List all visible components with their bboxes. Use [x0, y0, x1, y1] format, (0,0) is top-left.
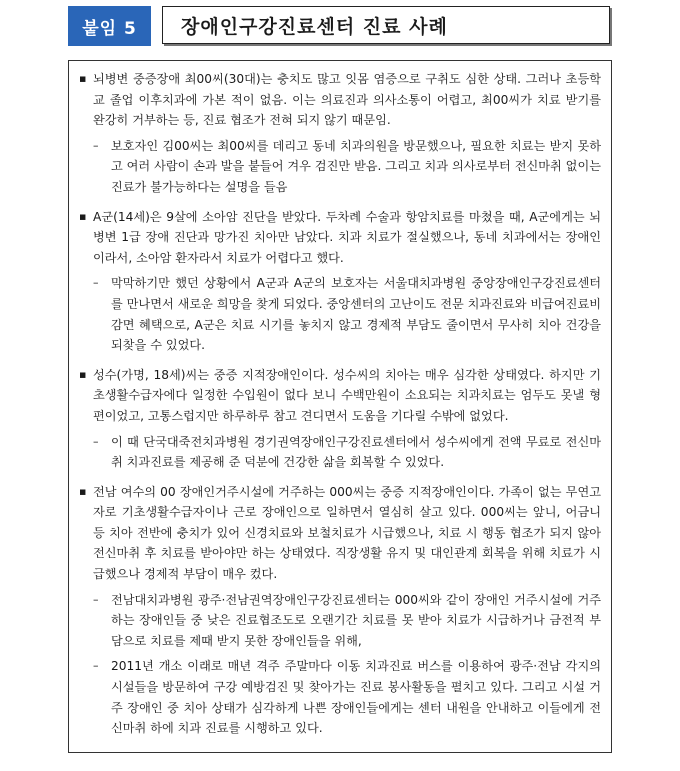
case-item — [79, 69, 601, 198]
case-detail: – 보호자인 김00씨는 최00씨를 데리고 동네 치과의원을 방문했으나, 필요한 치료는 받지 못하고 여러 사람이 손과 발을 붙들어 겨우 검진만 받음. 그리고 치과 의사로부터 전신마취 없이는 진료가 불가능하다는 설명을 들음 — [79, 136, 601, 198]
case-item — [79, 365, 601, 473]
bullet-icon: ▪ — [79, 367, 87, 381]
bullet-icon: ▪ — [79, 484, 87, 498]
bullet-icon: ▪ — [79, 209, 87, 223]
title-box — [162, 6, 610, 44]
bullet-icon: ▪ — [79, 72, 87, 85]
case-detail: – 전남대치과병원 광주·전남권역장애인구강진료센터는 000씨와 같이 장애인 거주시설에 거주하는 장애인들 중 낮은 진료협조도로 오랜기간 치료를 못 받아 치료가 시급하거나 금전적 부담으로 치료를 제때 받지 못한 장애인들을 위해, — [79, 590, 601, 652]
case-detail: – 이 때 단국대죽전치과병원 경기권역장애인구강진료센터에서 성수씨에게 전액 무료로 전신마취 치과진료를 제공해 준 덕분에 건강한 삶을 회복할 수 있었다. — [79, 432, 601, 473]
case-item — [79, 482, 601, 739]
dash-icon: – — [93, 276, 99, 290]
dash-icon: – — [93, 434, 99, 448]
case-description: ▪ 뇌병변 중증장애 최00씨(30대)는 충치도 많고 잇몸 염증으로 구취도 심한 상태. 그러나 초등학교 졸업 이후치과에 가본 적이 없음. 이는 의료진과 의사소통이 어렵고, 최00씨가 치료 받기를 완강히 거부하는 등, 진료 협조가 전혀 되지 않기 때문임. — [79, 69, 601, 131]
case-description: ▪ A군(14세)은 9살에 소아암 진단을 받았다. 두차례 수술과 항암치료를 마쳤을 때, A군에게는 뇌병변 1급 장애 진단과 망가진 치아만 남았다. 치과 치료가 절실했으나, 동네 치과에서는 장애인이라서, 소아암 환자라서 치료가 어렵다고 했다. — [79, 207, 601, 269]
case-detail: – 2011년 개소 이래로 매년 격주 주말마다 이동 치과진료 버스를 이용하여 광주·전남 각지의 시설들을 방문하여 구강 예방검진 및 찾아가는 진료 봉사활동을 펼치고 있다. 그리고 시설 거주 장애인 중 치아 상태가 심각하게 나쁜 장애인들에게는 센터 내원을 안내하고 이들에게 전신마취 하에 치과 진료를 시행하고 있다. — [79, 656, 601, 738]
case-description: ▪ 성수(가명, 18세)씨는 중증 지적장애인이다. 성수씨의 치아는 매우 심각한 상태였다. 하지만 기초생활수급자에다 일정한 수입원이 없다 보니 수백만원이 소요되는 치과치료는 엄두도 못낼 형편이었고, 고통스럽지만 하루하루 참고 견디면서 도움을 기다릴 수밖에 없었다. — [79, 365, 601, 427]
dash-icon: – — [93, 592, 99, 606]
document-header — [68, 6, 612, 46]
dash-icon: – — [93, 138, 99, 152]
dash-icon: – — [93, 659, 99, 673]
case-detail: – 막막하기만 했던 상황에서 A군과 A군의 보호자는 서울대치과병원 중앙장애인구강진료센터를 만나면서 새로운 희망을 찾게 되었다. 중앙센터의 고난이도 전문 치과진료와 비급여진료비 감면 혜택으로, A군은 치료 시기를 놓치지 않고 경제적 부담도 줄이면서 무사히 치아 건강을 되찾을 수 있었다. — [79, 273, 601, 355]
page-title: 장애인구강진료센터 진료 사례 — [181, 15, 448, 38]
case-item — [79, 207, 601, 356]
case-description: ▪ 전남 여수의 00 장애인거주시설에 거주하는 000씨는 중증 지적장애인이다. 가족이 없는 무연고자로 기초생활수급자이나 근로 장애인으로 일하면서 열심히 살고 있다. 000씨는 앞니, 어금니 등 치아 전반에 충치가 있어 신경치료와 보철치료가 시급했으나, 치료 시 행동 협조가 되지 않아 전신마취 후 치료를 받아야만 하는 상태였다. 직장생활 유지 및 대인관계 회복을 위해 치료가 시급했으나 경제적 부담이 매우 컸다. — [79, 482, 601, 585]
appendix-badge: 붙임 5 — [68, 6, 151, 46]
case-list — [68, 60, 612, 753]
